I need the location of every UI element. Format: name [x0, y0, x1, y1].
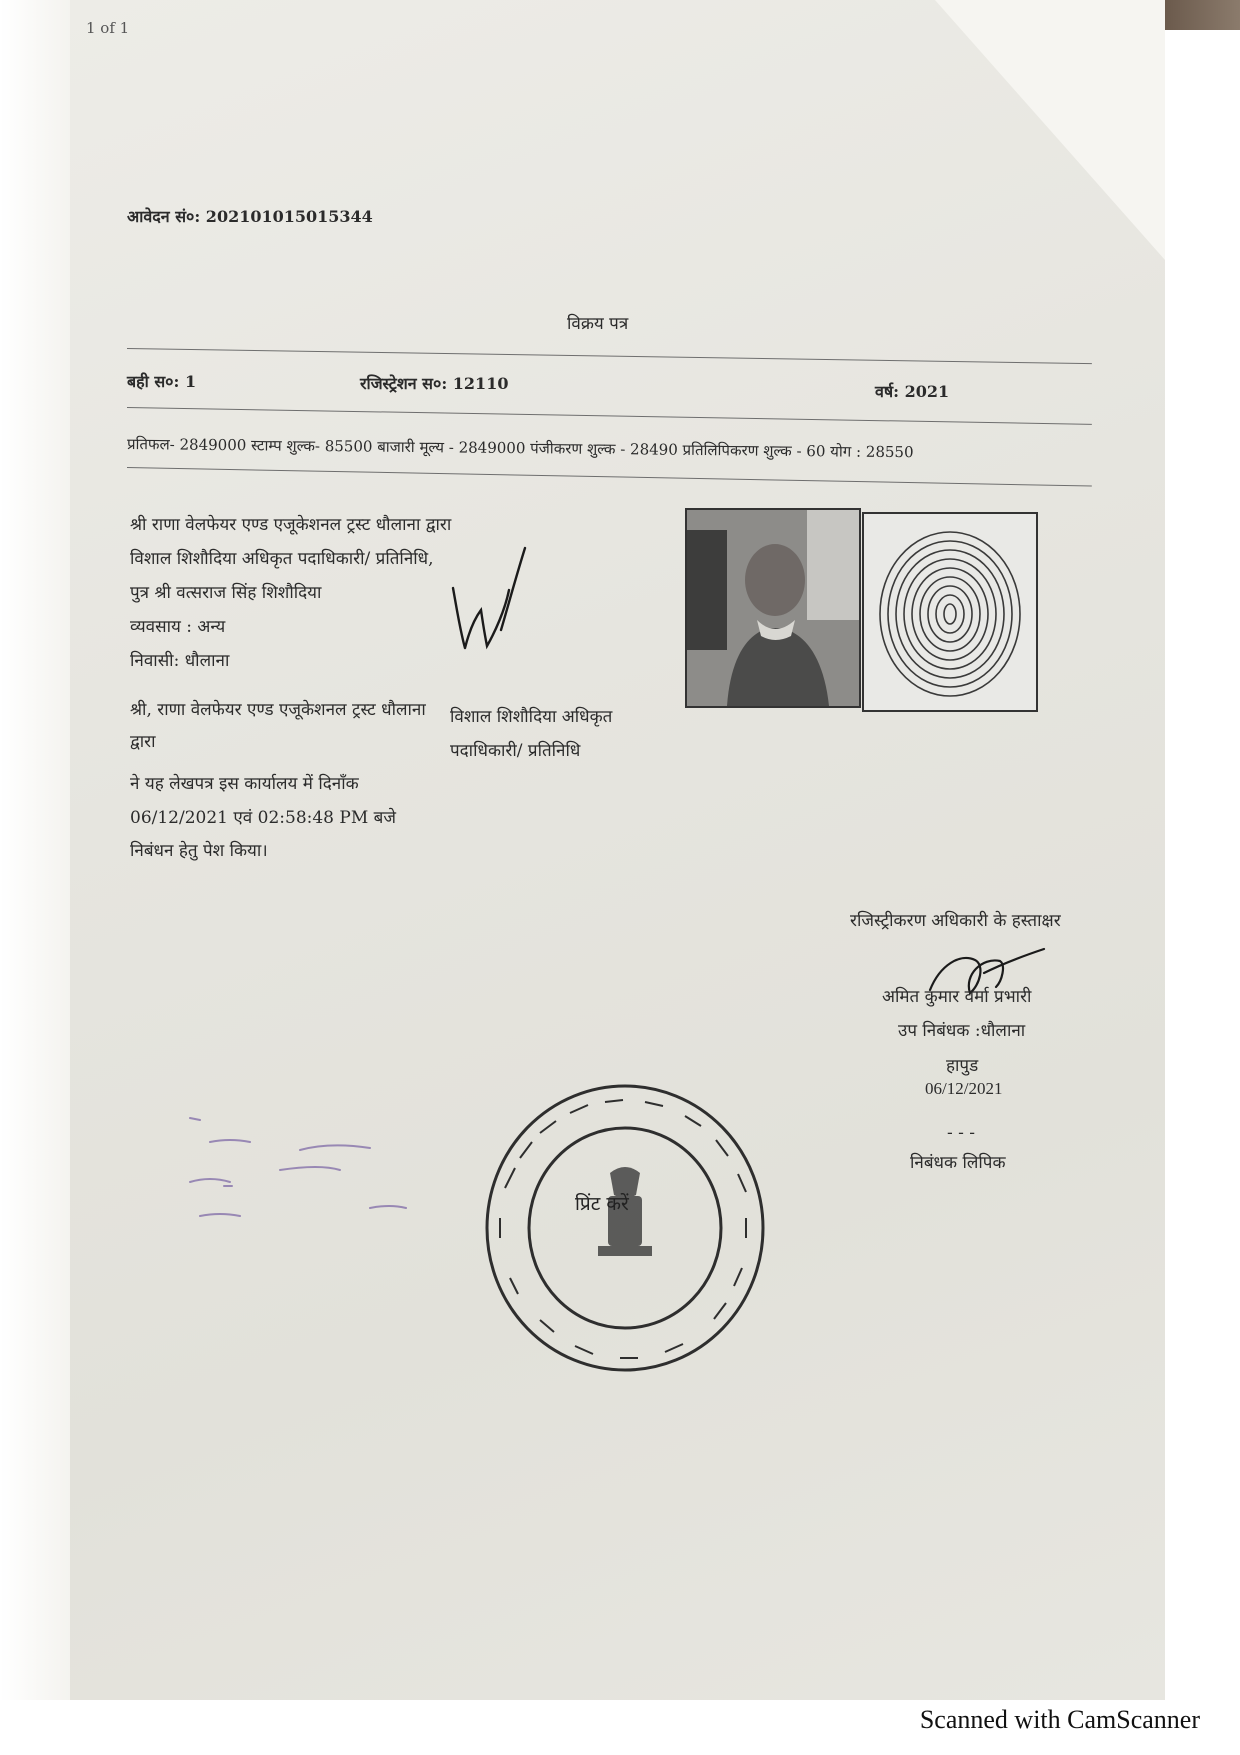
thumbprint-image	[862, 512, 1038, 712]
registrar-name: अमित कुमार वर्मा प्रभारी	[882, 987, 1032, 1007]
background-surface	[1165, 0, 1240, 30]
party-photo	[685, 508, 861, 708]
print-button[interactable]: प्रिंट करें	[575, 1193, 629, 1215]
official-seal	[480, 1078, 770, 1378]
party-line-3: पुत्र श्री वत्सराज सिंह शिशौदिया	[130, 583, 322, 603]
faded-purple-stamp	[180, 1110, 440, 1240]
registration-number: रजिस्ट्रेशन स०: 12110	[360, 374, 509, 393]
registrar-heading: रजिस्ट्रीकरण अधिकारी के हस्ताक्षर	[850, 911, 1061, 931]
presenter-line-2: द्वारा	[130, 732, 156, 752]
presenter-line-1: श्री, राणा वेलफेयर एण्ड एजूकेशनल ट्रस्ट धौलाना	[130, 700, 426, 720]
registrar-clerk: निबंधक लिपिक	[910, 1153, 1006, 1173]
presenter-line-5: निबंधन हेतु पेश किया।	[130, 841, 268, 861]
registrar-date: 06/12/2021	[925, 1079, 1003, 1098]
fees-line: प्रतिफल- 2849000 स्टाम्प शुल्क- 85500 बाजारी मूल्य - 2849000 पंजीकरण शुल्क - 28490 प्रतिलिपिकरण शुल्क - 60 योग : 28550	[126, 435, 914, 462]
folded-corner	[935, 0, 1165, 260]
presenter-right-line-1: विशाल शिशौदिया अधिकृत	[450, 707, 613, 727]
registrar-dashes: - - -	[947, 1123, 976, 1143]
party-line-1: श्री राणा वेलफेयर एण्ड एजूकेशनल ट्रस्ट धौलाना द्वारा	[130, 515, 452, 535]
presenter-right-line-2: पदाधिकारी/ प्रतिनिधि	[450, 741, 581, 761]
party-line-2: विशाल शिशौदिया अधिकृत पदाधिकारी/ प्रतिनिधि,	[130, 549, 434, 569]
registrar-office: उप निबंधक :धौलाना	[898, 1021, 1026, 1041]
presenter-line-4: 06/12/2021 एवं 02:58:48 PM बजे	[130, 808, 396, 828]
party-signature	[445, 540, 545, 660]
document-title: विक्रय पत्र	[567, 314, 629, 334]
party-occupation: व्यवसाय : अन्य	[130, 617, 226, 637]
page-count: 1 of 1	[86, 19, 130, 37]
presenter-line-3: ने यह लेखपत्र इस कार्यालय में दिनाँक	[130, 774, 359, 794]
year: वर्ष: 2021	[875, 382, 950, 401]
party-residence: निवासी: धौलाना	[130, 651, 230, 671]
application-number: आवेदन सं०: 202101015015344	[127, 207, 373, 226]
scanner-footer: Scanned with CamScanner	[919, 1705, 1200, 1734]
page-margin	[0, 0, 70, 1700]
book-number: बही स०: 1	[127, 372, 197, 391]
registrar-district: हापुड	[946, 1056, 979, 1076]
